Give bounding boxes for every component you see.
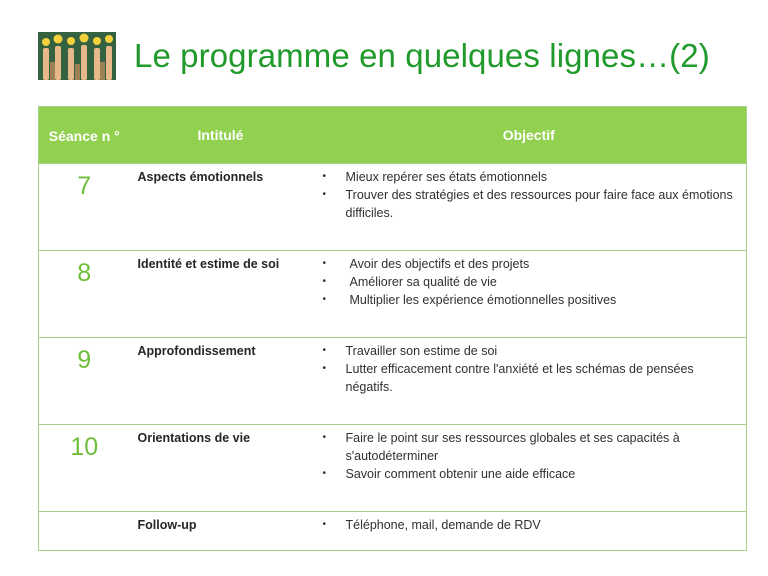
lightbulb-hands-image: [38, 32, 116, 80]
objective-text: Multiplier les expérience émotionnelles positives: [349, 293, 617, 307]
objective-item: [320, 429, 737, 465]
session-title: Orientations de vie: [130, 425, 312, 512]
bullet-icon: •: [322, 468, 327, 479]
objective-text: Savoir comment obtenir une aide efficace: [345, 467, 576, 481]
objective-text: Mieux repérer ses états émotionnels: [345, 170, 547, 184]
objective-item: [320, 360, 737, 396]
seance-number: 8: [39, 251, 130, 338]
bullet-icon: •: [322, 258, 327, 269]
seance-number: 10: [39, 425, 130, 512]
session-title: Identité et estime de soi: [130, 251, 312, 338]
objectives-cell: [312, 512, 747, 551]
objective-item: [320, 465, 737, 483]
objective-text: Avoir des objectifs et des projets: [349, 257, 530, 271]
objectives-list: [320, 342, 737, 396]
objective-item: [320, 273, 737, 291]
table-header-row: [39, 107, 747, 164]
slide-title: Le programme en quelques lignes…(2): [134, 37, 710, 74]
objectives-cell: [312, 251, 747, 338]
session-title: Aspects émotionnels: [130, 164, 312, 251]
objective-item: [320, 342, 737, 360]
table-row: [39, 512, 747, 551]
objective-item: [320, 291, 737, 309]
title-row: [38, 30, 710, 82]
objectives-list: [320, 516, 737, 534]
objectives-cell: [312, 338, 747, 425]
header-seance: Séance n °: [39, 107, 130, 164]
bullet-icon: •: [322, 276, 327, 287]
bullet-icon: •: [322, 363, 327, 374]
header-objectif: Objectif: [312, 107, 747, 164]
objective-text: Lutter efficacement contre l'anxiété et les schémas de pensées négatifs.: [345, 362, 694, 394]
seance-number: 9: [39, 338, 130, 425]
bullet-icon: •: [322, 345, 327, 356]
objective-text: Travailler son estime de soi: [345, 344, 498, 358]
seance-number: [39, 512, 130, 551]
bullet-icon: •: [322, 189, 327, 200]
session-title: Follow-up: [130, 512, 312, 551]
table-row: [39, 338, 747, 425]
bullet-icon: •: [322, 432, 327, 443]
objective-text: Téléphone, mail, demande de RDV: [345, 518, 541, 532]
objectives-list: [320, 429, 737, 483]
bullet-icon: •: [322, 519, 327, 530]
objective-text: Faire le point sur ses ressources globales et ses capacités à s'autodéterminer: [345, 431, 680, 463]
objectives-list: [320, 255, 737, 309]
objective-item: [320, 186, 737, 222]
objective-text: Trouver des stratégies et des ressources pour faire face aux émotions difficiles.: [345, 188, 733, 220]
objectives-list: [320, 168, 737, 222]
bullet-icon: •: [322, 171, 327, 182]
bullet-icon: •: [322, 294, 327, 305]
objective-text: Améliorer sa qualité de vie: [349, 275, 497, 289]
seance-number: 7: [39, 164, 130, 251]
objective-item: [320, 168, 737, 186]
header-intitule: Intitulé: [130, 107, 312, 164]
program-table: [38, 106, 747, 551]
table-row: [39, 425, 747, 512]
table-row: [39, 164, 747, 251]
objective-item: [320, 516, 737, 534]
objective-item: [320, 255, 737, 273]
objectives-cell: [312, 164, 747, 251]
session-title: Approfondissement: [130, 338, 312, 425]
table-row: [39, 251, 747, 338]
objectives-cell: [312, 425, 747, 512]
